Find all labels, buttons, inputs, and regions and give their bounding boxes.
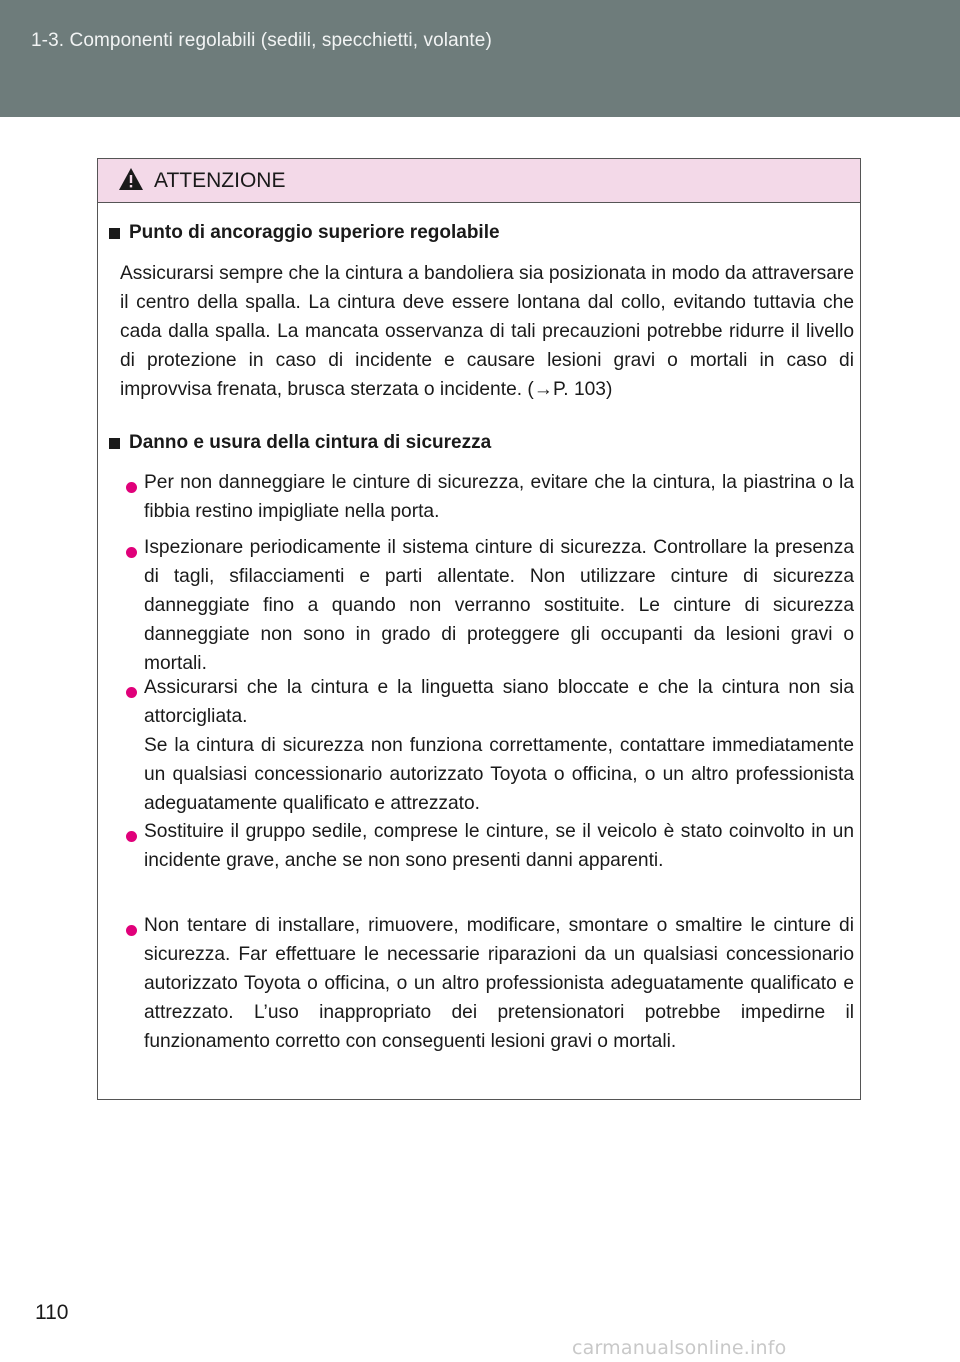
section-heading-text: Danno e usura della cintura di sicurezza (129, 432, 492, 453)
bullet-item: Per non danneggiare le cinture di sicurezza, evitare che la cintura, la piastrina o la fibbia restino impigliate nella porta. (144, 472, 854, 522)
section-paragraph (120, 259, 854, 404)
square-bullet-icon (109, 228, 120, 239)
bullet-item: Sostituire il gruppo sedile, comprese le cinture, se il veicolo è stato coinvolto in un incidente grave, anche se non sono presenti danni apparenti. (144, 821, 854, 871)
watermark: carmanualsonline.info (572, 1337, 787, 1359)
bullet-item: Assicurarsi che la cintura e la linguetta siano bloccate e che la cintura non sia attorcigliata. (144, 677, 854, 727)
bullet-dot-icon (126, 687, 137, 698)
section-heading-text: Punto di ancoraggio superiore regolabile (129, 222, 500, 243)
bullet-dot-icon (126, 925, 137, 936)
bullet-dot-icon (126, 831, 137, 842)
section-heading (109, 222, 500, 244)
warning-triangle-icon (118, 167, 144, 191)
paragraph-text: Assicurarsi sempre che la cintura a bandoliera sia posizionata in modo da attraversare il centro della spalla. La cintura deve essere lontana dal collo, evitando tuttavia che cada dalla spalla. La mancata osservanza di tali precauzioni potrebbe ridurre il livello di protezione in caso di incidente e causare lesioni gravi o mortali in caso di improvvisa frenata, brusca sterzata o incidente. (→P. 103) (120, 263, 854, 400)
page-header (0, 0, 960, 117)
warning-box (97, 158, 861, 1100)
square-bullet-icon (109, 438, 120, 449)
bullet-item-continuation: Se la cintura di sicurezza non funziona correttamente, contattare immediatamente un qualsiasi concessionario autorizzato Toyota o officina, o un altro professionista adeguatamente qualificato e attrezzato. (144, 735, 854, 814)
warning-header (98, 159, 860, 203)
bullet-dot-icon (126, 482, 137, 493)
chapter-title: 1-3. Componenti regolabili (sedili, specchietti, volante) (31, 30, 492, 51)
page-number: 110 (35, 1301, 69, 1324)
bullet-item: Ispezionare periodicamente il sistema cinture di sicurezza. Controllare la presenza di tagli, sfilacciamenti e parti allentate. Non utilizzare cinture di sicurezza danneggiate fino a quando non verranno sostituite. Le cinture di sicurezza danneggiate non sono in grado di proteggere gli occupanti da lesioni gravi o mortali. (144, 537, 854, 674)
section-heading (109, 432, 491, 454)
bullet-dot-icon (126, 547, 137, 558)
warning-title: ATTENZIONE (154, 169, 286, 192)
bullet-item: Non tentare di installare, rimuovere, modificare, smontare o smaltire le cinture di sicurezza. Far effettuare le necessarie riparazioni da un qualsiasi concessionario autorizzato Toyota o officina, o un altro professionista adeguatamente qualificato e attrezzato. L’uso inappropriato dei pretensionatori potrebbe impedirne il funzionamento corretto con conseguenti lesioni gravi o mortali. (144, 915, 854, 1052)
